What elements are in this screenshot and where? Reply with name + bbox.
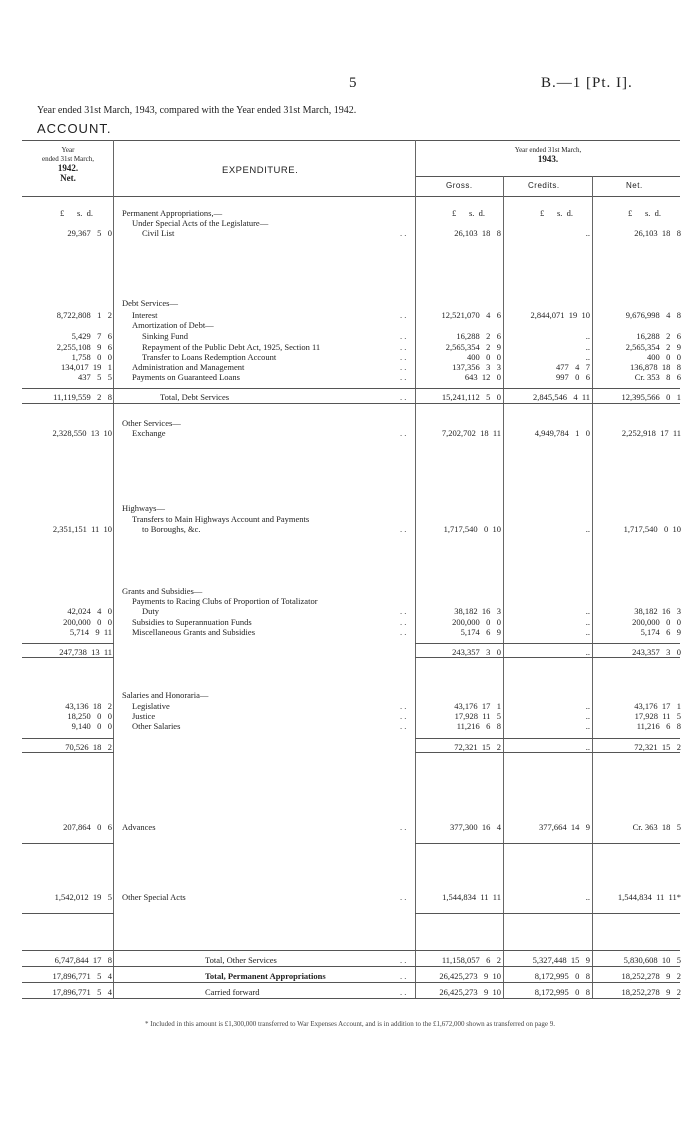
table-row <box>0 342 700 352</box>
description-cell: Transfers to Main Highways Account and Payments <box>132 514 310 524</box>
net-cell: 43,176 17 1 <box>634 701 681 711</box>
prev-year-net-cell: 5,429 7 6 <box>71 331 112 341</box>
leader-dots: . . <box>400 627 407 637</box>
table-row <box>0 331 700 341</box>
prev-year-net-cell: 200,000 0 0 <box>63 617 112 627</box>
credits-cell: .. <box>585 331 590 341</box>
gross-cell: 377,300 16 4 <box>450 822 501 832</box>
leader-dots: . . <box>400 524 407 534</box>
net-cell: 38,182 16 3 <box>634 606 681 616</box>
leader-dots: . . <box>400 892 407 902</box>
gross-cell: 38,182 16 3 <box>454 606 501 616</box>
credits-header: Credits. <box>528 181 560 190</box>
net-currency-header: £ s. d. <box>628 208 662 218</box>
leader-dots: . . <box>400 617 407 627</box>
prev-year-net-cell: 437 5 5 <box>78 372 112 382</box>
leader-dots: . . <box>400 342 407 352</box>
prev-year-net-cell: 17,896,771 5 4 <box>52 987 112 997</box>
table-row <box>0 298 700 308</box>
table-row <box>0 524 700 534</box>
description-cell: Total, Other Services <box>205 955 277 965</box>
description-cell: Sinking Fund <box>142 331 189 341</box>
net-cell: 200,000 0 0 <box>632 617 681 627</box>
table-row <box>0 892 700 902</box>
table-row <box>0 310 700 320</box>
rule-permanent-total-top <box>22 966 680 967</box>
credits-cell: .. <box>585 606 590 616</box>
leader-dots: . . <box>400 721 407 731</box>
prev-year-net-cell: 8,722,808 1 2 <box>56 310 112 320</box>
gross-cell: 26,425,273 9 10 <box>439 987 501 997</box>
page-number: 5 <box>349 75 357 91</box>
table-row <box>0 606 700 616</box>
prev-year-net-cell: 247,738 13 11 <box>59 647 112 657</box>
table-row <box>0 392 700 402</box>
prev-year-net-cell: 43,136 18 2 <box>65 701 112 711</box>
rule-advances-end <box>22 843 114 844</box>
leader-dots: . . <box>400 310 407 320</box>
leader-dots: . . <box>400 372 407 382</box>
description-cell: Interest <box>132 310 158 320</box>
table-row <box>0 742 700 752</box>
net-cell: 72,321 15 2 <box>634 742 681 752</box>
description-cell: Duty <box>142 606 159 616</box>
gross-currency-header: £ s. d. <box>452 208 486 218</box>
net-cell: 2,565,354 2 9 <box>625 342 681 352</box>
prev-year-net-cell: 2,351,151 11 10 <box>52 524 112 534</box>
description-cell: Transfer to Loans Redemption Account <box>142 352 277 362</box>
prev-year-net-cell: 29,367 5 0 <box>67 228 112 238</box>
credits-cell: 377,664 14 9 <box>539 822 590 832</box>
prev-year-net-cell: 17,896,771 5 4 <box>52 971 112 981</box>
description-cell: Civil List <box>142 228 175 238</box>
prev-year-net-label: Net. <box>60 173 76 183</box>
table-row <box>0 586 700 596</box>
table-row <box>0 362 700 372</box>
net-cell: 400 0 0 <box>647 352 681 362</box>
gross-cell: 137,356 3 3 <box>452 362 501 372</box>
document-reference: B.—1 [Pt. I]. <box>541 75 633 91</box>
description-cell: Advances <box>122 822 156 832</box>
prev-year-net-cell: 134,017 19 1 <box>61 362 112 372</box>
gross-cell: 243,357 3 0 <box>452 647 501 657</box>
gross-cell: 11,216 6 8 <box>456 721 501 731</box>
gross-cell: 72,321 15 2 <box>454 742 501 752</box>
table-row <box>0 514 700 524</box>
description-cell: Miscellaneous Grants and Subsidies <box>132 627 255 637</box>
rule-salaries-subtotal-cols <box>415 738 680 739</box>
rule-grants-subtotal <box>22 643 114 644</box>
credits-cell: .. <box>585 617 590 627</box>
gross-cell: 11,158,057 6 2 <box>441 955 501 965</box>
curr-year-year: 1943. <box>537 154 559 164</box>
gross-cell: 16,288 2 6 <box>456 331 501 341</box>
prev-year-net-cell: 207,864 0 6 <box>63 822 112 832</box>
leader-dots: . . <box>400 392 407 402</box>
gross-cell: 400 0 0 <box>467 352 501 362</box>
credits-cell: 2,845,546 4 11 <box>532 392 590 402</box>
table-header-rule <box>22 196 680 197</box>
credits-cell: .. <box>585 892 590 902</box>
table-row <box>0 627 700 637</box>
net-cell: 5,830,608 10 5 <box>623 955 681 965</box>
gross-cell: 12,521,070 4 6 <box>441 310 501 320</box>
prev-currency-header: £ s. d. <box>60 208 94 218</box>
net-cell: 16,288 2 6 <box>636 331 681 341</box>
prev-year-net-cell: 42,024 4 0 <box>67 606 112 616</box>
credits-cell: .. <box>585 524 590 534</box>
table-subheader-rule <box>415 176 680 177</box>
prev-year-ended-label: ended 31st March, <box>42 155 94 163</box>
rule-other-acts-end-cols <box>415 913 680 914</box>
rule-grants-end-cols <box>415 657 680 658</box>
rule-salaries-subtotal <box>22 738 114 739</box>
gross-header: Gross. <box>446 181 473 190</box>
credits-cell: 8,172,995 0 8 <box>534 971 590 981</box>
table-row <box>0 617 700 627</box>
description-cell: Administration and Management <box>132 362 245 372</box>
table-row <box>0 428 700 438</box>
gross-cell: 7,202,702 18 11 <box>441 428 501 438</box>
credits-cell: .. <box>585 721 590 731</box>
description-cell: Other Salaries <box>132 721 181 731</box>
leader-dots: . . <box>400 331 407 341</box>
gross-cell: 200,000 0 0 <box>452 617 501 627</box>
prev-year-net-cell: 1,542,012 19 5 <box>54 892 112 902</box>
table-row <box>0 955 700 965</box>
description-cell: Payments on Guaranteed Loans <box>132 372 240 382</box>
net-cell: 12,395,566 0 1 <box>621 392 681 402</box>
description-cell: Carried forward <box>205 987 260 997</box>
net-header: Net. <box>626 181 643 190</box>
description-cell: Highways— <box>122 503 165 513</box>
prev-year-net-cell: 9,140 0 0 <box>71 721 112 731</box>
rule-grants-end <box>22 657 114 658</box>
description-cell: Subsidies to Superannuation Funds <box>132 617 252 627</box>
table-row <box>0 228 700 238</box>
table-row <box>0 711 700 721</box>
credits-cell: 8,172,995 0 8 <box>534 987 590 997</box>
prev-year-net-cell: 2,328,550 13 10 <box>52 428 112 438</box>
rule-grants-subtotal-cols <box>415 643 680 644</box>
column-divider-prev <box>113 140 114 998</box>
page-subtitle: Year ended 31st March, 1943, compared with the Year ended 31st March, 1942. <box>37 105 357 116</box>
leader-dots: . . <box>400 971 407 981</box>
gross-cell: 17,928 11 5 <box>454 711 501 721</box>
leader-dots: . . <box>400 228 407 238</box>
description-cell: Salaries and Honoraria— <box>122 690 209 700</box>
credits-cell: 5,327,448 15 9 <box>532 955 590 965</box>
net-cell: 243,357 3 0 <box>632 647 681 657</box>
leader-dots: . . <box>400 362 407 372</box>
rule-debt-services-end <box>22 403 680 404</box>
gross-cell: 643 12 0 <box>464 372 501 382</box>
description-cell: Under Special Acts of the Legislature— <box>132 218 269 228</box>
credits-cell: 4,949,784 1 0 <box>534 428 590 438</box>
gross-cell: 2,565,354 2 9 <box>445 342 501 352</box>
expenditure-header: EXPENDITURE. <box>222 165 299 176</box>
credits-cell: 2,844,071 19 10 <box>530 310 590 320</box>
prev-year-net-cell: 6,747,844 17 8 <box>54 955 112 965</box>
description-cell: Permanent Appropriations,— <box>122 208 223 218</box>
rule-advances-end-cols <box>415 843 680 844</box>
credits-cell: .. <box>585 342 590 352</box>
rule-salaries-end <box>22 752 114 753</box>
description-cell: Total, Permanent Appropriations <box>205 971 326 981</box>
description-cell: Justice <box>132 711 156 721</box>
table-row <box>0 320 700 330</box>
table-row <box>0 218 700 228</box>
description-cell: Grants and Subsidies— <box>122 586 203 596</box>
description-cell: Exchange <box>132 428 166 438</box>
table-row <box>0 690 700 700</box>
description-cell: to Boroughs, &c. <box>142 524 201 534</box>
rule-other-services-total <box>22 950 680 951</box>
leader-dots: . . <box>400 606 407 616</box>
net-cell: 9,676,998 4 8 <box>625 310 681 320</box>
credits-cell: 997 0 6 <box>556 372 590 382</box>
curr-year-header <box>416 146 680 165</box>
footnote: * Included in this amount is £1,300,000 transferred to War Expenses Account, and is in addition to the £1,672,000 shown as transferred on page 9. <box>145 1020 555 1028</box>
description-cell: Repayment of the Public Debt Act, 1925, Section 11 <box>142 342 321 352</box>
prev-year-header <box>24 146 112 184</box>
table-row <box>0 822 700 832</box>
prev-year-net-cell: 2,255,108 9 6 <box>56 342 112 352</box>
column-divider-expenditure <box>415 140 416 998</box>
net-cell: 26,103 18 8 <box>634 228 681 238</box>
gross-cell: 1,544,834 11 11 <box>442 892 501 902</box>
net-cell: 2,252,918 17 11 <box>621 428 681 438</box>
leader-dots: . . <box>400 955 407 965</box>
net-cell: 136,878 18 8 <box>630 362 681 372</box>
table-row <box>0 647 700 657</box>
net-cell: 17,928 11 5 <box>634 711 681 721</box>
leader-dots: . . <box>400 352 407 362</box>
description-cell: Payments to Racing Clubs of Proportion of Totalizator <box>132 596 318 606</box>
leader-dots: . . <box>400 428 407 438</box>
table-row <box>0 701 700 711</box>
table-row <box>0 352 700 362</box>
leader-dots: . . <box>400 711 407 721</box>
net-cell: Cr. 363 18 5 <box>632 822 681 832</box>
gross-cell: 26,425,273 9 10 <box>439 971 501 981</box>
table-top-rule <box>22 140 680 141</box>
prev-year-net-cell: 11,119,559 2 8 <box>53 392 112 402</box>
leader-dots: . . <box>400 701 407 711</box>
description-cell: Other Special Acts <box>122 892 186 902</box>
net-cell: Cr. 353 8 6 <box>634 372 681 382</box>
credits-cell: .. <box>585 352 590 362</box>
description-cell: Total, Debt Services <box>160 392 230 402</box>
rule-other-acts-end <box>22 913 114 914</box>
table-bottom-rule <box>22 998 680 999</box>
net-cell: 18,252,278 9 2 <box>621 971 681 981</box>
net-cell: 5,174 6 9 <box>640 627 681 637</box>
rule-salaries-end-cols <box>415 752 680 753</box>
table-row <box>0 721 700 731</box>
table-row <box>0 208 700 218</box>
rule-permanent-total-bottom <box>22 982 680 983</box>
credits-cell: .. <box>585 228 590 238</box>
prev-year-net-cell: 18,250 0 0 <box>67 711 112 721</box>
gross-cell: 5,174 6 9 <box>460 627 501 637</box>
credits-cell: .. <box>585 647 590 657</box>
net-cell: 11,216 6 8 <box>636 721 681 731</box>
description-cell: Legislative <box>132 701 170 711</box>
prev-year-net-cell: 5,714 9 11 <box>69 627 112 637</box>
description-cell: Amortization of Debt— <box>132 320 214 330</box>
table-row <box>0 971 700 981</box>
table-row <box>0 503 700 513</box>
table-row <box>0 418 700 428</box>
prev-year-net-cell: 70,526 18 2 <box>65 742 112 752</box>
rule-debt-services-total <box>22 388 680 389</box>
credits-currency-header: £ s. d. <box>540 208 574 218</box>
prev-year-year: 1942. <box>57 163 79 173</box>
gross-cell: 1,717,540 0 10 <box>443 524 501 534</box>
gross-cell: 15,241,112 5 0 <box>441 392 501 402</box>
table-row <box>0 987 700 997</box>
credits-cell: .. <box>585 701 590 711</box>
credits-cell: .. <box>585 627 590 637</box>
prev-year-net-cell: 1,758 0 0 <box>71 352 112 362</box>
net-cell: 1,717,540 0 10 <box>623 524 681 534</box>
credits-cell: .. <box>585 742 590 752</box>
credits-cell: 477 4 7 <box>556 362 590 372</box>
gross-cell: 43,176 17 1 <box>454 701 501 711</box>
credits-cell: .. <box>585 711 590 721</box>
curr-year-ended-label: Year ended 31st March, <box>514 146 582 154</box>
table-row <box>0 596 700 606</box>
net-cell: 18,252,278 9 2 <box>621 987 681 997</box>
prev-year-label: Year <box>61 146 75 154</box>
table-row <box>0 372 700 382</box>
leader-dots: . . <box>400 987 407 997</box>
description-cell: Other Services— <box>122 418 181 428</box>
account-title: ACCOUNT. <box>37 121 112 136</box>
description-cell: Debt Services— <box>122 298 178 308</box>
net-cell: 1,544,834 11 11* <box>617 892 681 902</box>
gross-cell: 26,103 18 8 <box>454 228 501 238</box>
leader-dots: . . <box>400 822 407 832</box>
